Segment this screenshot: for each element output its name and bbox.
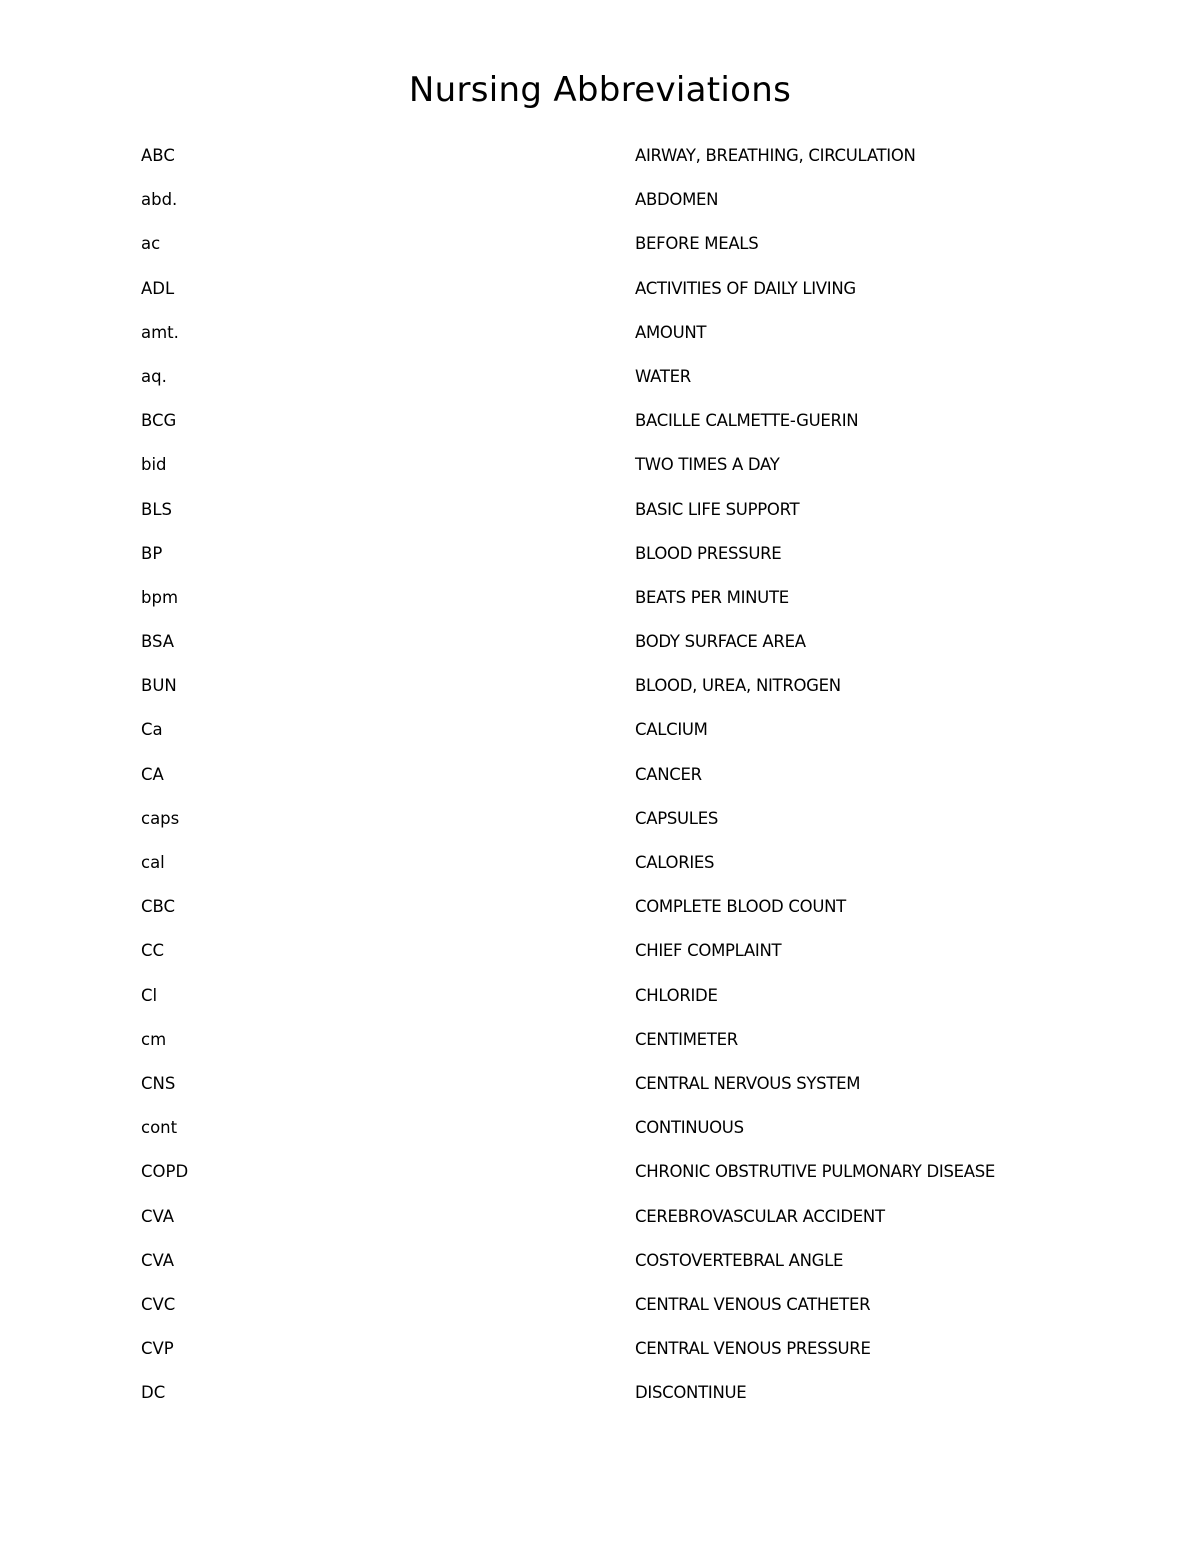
abbreviation: amt. [141, 322, 179, 342]
abbreviation: cont [141, 1118, 178, 1138]
abbreviation: cm [141, 1029, 167, 1049]
abbreviation: aq. [141, 366, 167, 386]
abbreviation: CNS [141, 1073, 176, 1093]
abbreviation-meaning: CENTRAL VENOUS CATHETER [635, 1294, 871, 1314]
abbreviation-meaning: BODY SURFACE AREA [635, 632, 806, 652]
abbreviation-meaning: CENTRAL VENOUS PRESSURE [635, 1339, 871, 1359]
list-item [0, 532, 1200, 576]
abbreviation-meaning: DISCONTINUE [635, 1383, 747, 1403]
list-item [0, 1106, 1200, 1150]
list-item [0, 311, 1200, 355]
list-item [0, 1062, 1200, 1106]
list-item [0, 267, 1200, 311]
list-item [0, 929, 1200, 973]
list-item [0, 797, 1200, 841]
abbreviation: Ca [141, 720, 163, 740]
abbreviation: BUN [141, 676, 177, 696]
list-item [0, 1150, 1200, 1194]
abbreviation: caps [141, 808, 180, 828]
list-item [0, 708, 1200, 752]
list-item [0, 1018, 1200, 1062]
abbreviation: CVC [141, 1294, 176, 1314]
abbreviation-meaning: WATER [635, 366, 691, 386]
abbreviation: BCG [141, 411, 177, 431]
list-item [0, 1239, 1200, 1283]
abbreviation-meaning: ACTIVITIES OF DAILY LIVING [635, 278, 856, 298]
abbreviation: CBC [141, 897, 176, 917]
abbreviation-meaning: AIRWAY, BREATHING, CIRCULATION [635, 146, 916, 165]
abbreviation: BSA [141, 632, 175, 652]
abbreviation: ac [141, 234, 161, 254]
abbreviation-meaning: CEREBROVASCULAR ACCIDENT [635, 1206, 885, 1226]
abbreviation-meaning: AMOUNT [635, 322, 707, 342]
abbreviation: CA [141, 764, 164, 784]
abbreviation-meaning: CALORIES [635, 853, 715, 872]
abbreviation: BP [141, 543, 163, 563]
list-item [0, 1371, 1200, 1415]
list-item [0, 178, 1200, 222]
abbreviation: bid [141, 455, 167, 475]
abbreviation: CVA [141, 1206, 175, 1226]
abbreviation-meaning: CANCER [635, 764, 702, 784]
abbreviation-meaning: CHIEF COMPLAINT [635, 941, 782, 961]
abbreviation-meaning: CENTIMETER [635, 1029, 738, 1049]
list-item [0, 620, 1200, 664]
abbreviation: Cl [141, 985, 158, 1005]
abbreviation-meaning: BEFORE MEALS [635, 234, 759, 254]
abbreviation: ADL [141, 278, 175, 298]
abbreviation: ABC [141, 146, 175, 165]
list-item [0, 399, 1200, 443]
abbreviation-meaning: BEATS PER MINUTE [635, 587, 789, 607]
list-item [0, 355, 1200, 399]
abbreviation: DC [141, 1383, 166, 1403]
abbreviation-meaning: CALCIUM [635, 720, 708, 740]
abbreviation-meaning: CHLORIDE [635, 985, 718, 1005]
abbreviation-meaning: TWO TIMES A DAY [635, 455, 780, 475]
list-item [0, 753, 1200, 797]
abbreviation-list [0, 134, 1200, 1415]
list-item [0, 488, 1200, 532]
list-item [0, 1195, 1200, 1239]
abbreviation: CVP [141, 1339, 174, 1359]
abbreviation-meaning: CAPSULES [635, 808, 719, 828]
list-item [0, 134, 1200, 178]
list-item [0, 443, 1200, 487]
abbreviation-meaning: BLOOD PRESSURE [635, 543, 782, 563]
abbreviation: bpm [141, 587, 179, 607]
abbreviation-meaning: BLOOD, UREA, NITROGEN [635, 676, 841, 696]
list-item [0, 576, 1200, 620]
abbreviation: BLS [141, 499, 172, 519]
abbreviation-meaning: CONTINUOUS [635, 1118, 744, 1138]
abbreviation: cal [141, 853, 165, 872]
abbreviation-meaning: ABDOMEN [635, 190, 719, 210]
list-item [0, 974, 1200, 1018]
abbreviation-meaning: CENTRAL NERVOUS SYSTEM [635, 1073, 861, 1093]
page-title: Nursing Abbreviations [408, 70, 792, 110]
abbreviation-meaning: BACILLE CALMETTE-GUERIN [635, 411, 859, 431]
list-item [0, 1283, 1200, 1327]
abbreviation: CC [141, 941, 165, 961]
list-item [0, 885, 1200, 929]
abbreviation: CVA [141, 1250, 175, 1270]
abbreviation: COPD [141, 1162, 189, 1182]
abbreviation-meaning: COSTOVERTEBRAL ANGLE [635, 1250, 844, 1270]
abbreviation-meaning: BASIC LIFE SUPPORT [635, 499, 800, 519]
list-item [0, 1327, 1200, 1371]
abbreviation-meaning: COMPLETE BLOOD COUNT [635, 897, 846, 917]
list-item [0, 222, 1200, 266]
abbreviation: abd. [141, 190, 178, 210]
abbreviation-meaning: CHRONIC OBSTRUTIVE PULMONARY DISEASE [635, 1162, 996, 1182]
list-item [0, 841, 1200, 885]
list-item [0, 664, 1200, 708]
